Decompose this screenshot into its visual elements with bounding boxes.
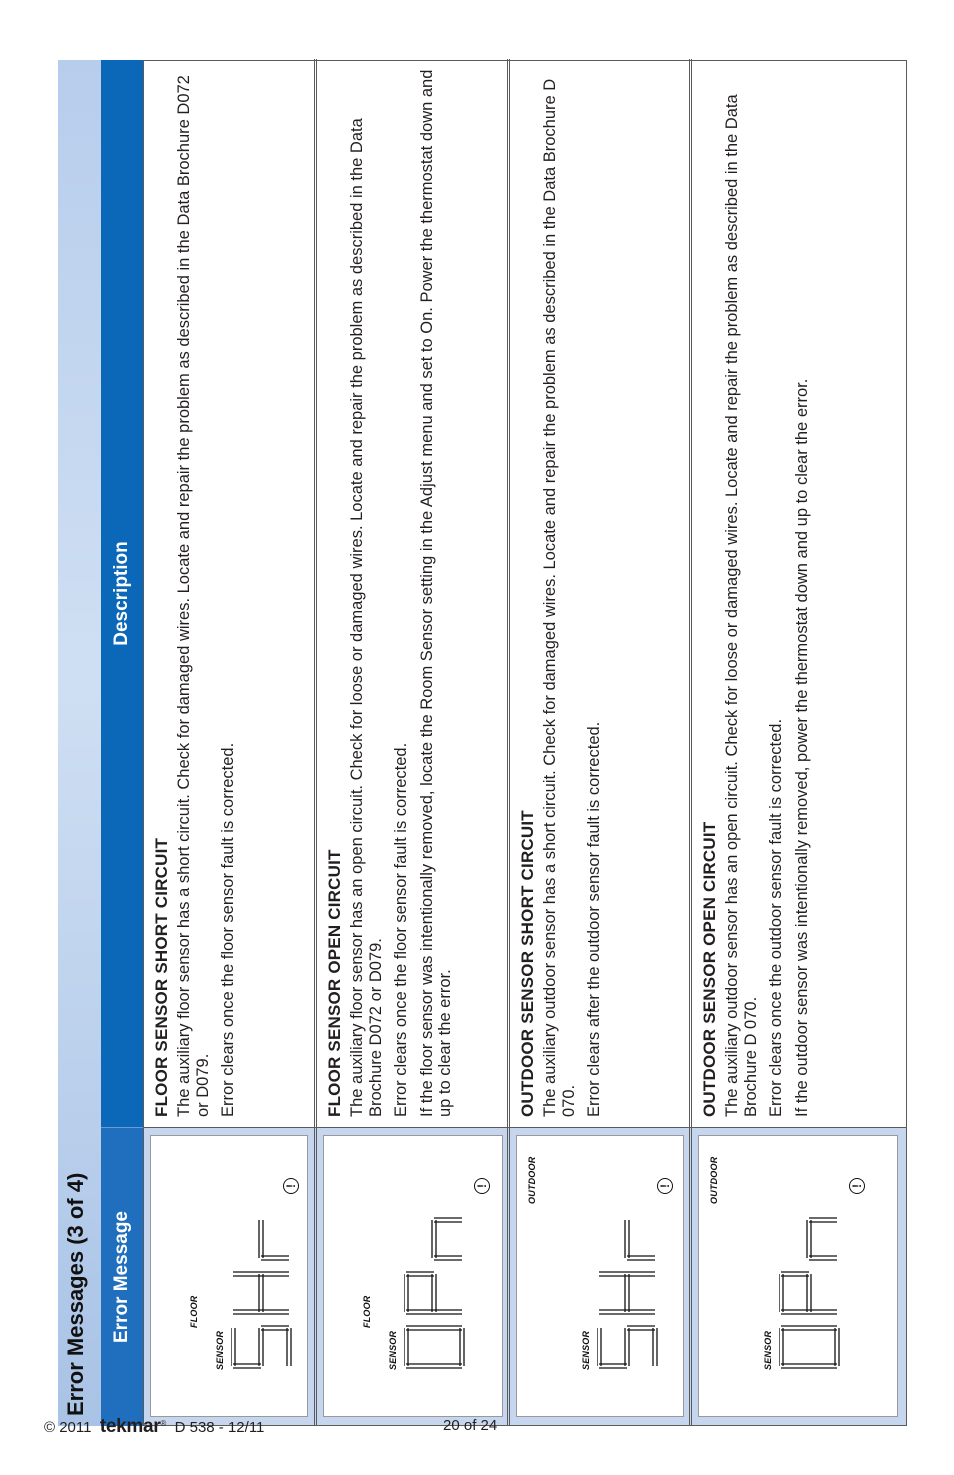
- page-title: Error Messages (3 of 4): [63, 1172, 88, 1416]
- rotated-page: [58, 60, 907, 1426]
- description-paragraph: Error clears once the floor sensor fault is corrected.: [392, 742, 410, 1117]
- error-message-cell: [144, 1127, 317, 1425]
- description-cell: [700, 67, 818, 1117]
- lcd-top-label: OUTDOOR: [709, 1156, 719, 1204]
- warning-icon: !: [849, 1178, 865, 1194]
- error-message-cell: [510, 1127, 692, 1425]
- description-cell: [518, 67, 611, 1117]
- error-heading: FLOOR SENSOR OPEN CIRCUIT: [325, 849, 344, 1117]
- page-number: 20 of 24: [443, 1417, 498, 1434]
- registered-mark: ®: [160, 1419, 167, 1428]
- lcd-segment-text-icon: [231, 1202, 295, 1372]
- error-table: [143, 60, 907, 1426]
- description-paragraph: The auxiliary outdoor sensor has an open circuit. Check for loose or damaged wires. Locate and repair the problem as described in the Data Brochure D 070.: [723, 94, 760, 1117]
- table-row: [144, 59, 317, 1425]
- table-row: [692, 59, 906, 1425]
- description-paragraph: If the outdoor sensor was intentionally removed, power the thermostat down and up to clear the error.: [792, 378, 811, 1117]
- error-heading: OUTDOOR SENSOR OPEN CIRCUIT: [700, 821, 719, 1117]
- title-bar: [58, 60, 102, 1426]
- description-paragraph: The auxiliary floor sensor has a short circuit. Check for damaged wires. Locate and repair the problem as described in the Data Brochure D072 or D079.: [175, 75, 212, 1117]
- lcd-display: [698, 1135, 898, 1417]
- description-paragraph: Error clears once the floor sensor fault is corrected.: [219, 742, 237, 1117]
- warning-icon: !: [657, 1178, 673, 1194]
- error-message-cell: [692, 1127, 906, 1425]
- description-paragraph: Error clears once the outdoor sensor fault is corrected.: [767, 718, 785, 1117]
- description-paragraph: The auxiliary outdoor sensor has a short circuit. Check for damaged wires. Locate and repair the problem as described in the Data Brochure D 070.: [541, 78, 578, 1117]
- brand-logo: tekmar: [99, 1416, 161, 1437]
- lcd-sensor-label: SENSOR: [581, 1330, 591, 1370]
- error-heading: OUTDOOR SENSOR SHORT CIRCUIT: [518, 810, 537, 1117]
- lcd-segment-text-icon: [404, 1202, 468, 1372]
- lcd-display: [323, 1135, 503, 1417]
- error-message-cell: [317, 1127, 510, 1425]
- lcd-display: [150, 1135, 308, 1417]
- warning-icon: !: [474, 1178, 490, 1194]
- table-row: [510, 59, 692, 1425]
- lcd-sensor-label: SENSOR: [215, 1330, 225, 1370]
- description-paragraph: The auxiliary floor sensor has an open circuit. Check for loose or damaged wires. Locate and repair the problem as described in the Data Brochure D072 or D079.: [348, 118, 385, 1117]
- table-row: [317, 59, 510, 1425]
- lcd-display: [516, 1135, 684, 1417]
- table-header: [101, 60, 143, 1426]
- footer-info: [44, 1416, 264, 1438]
- lcd-sensor-label: SENSOR: [388, 1330, 398, 1370]
- error-heading: FLOOR SENSOR SHORT CIRCUIT: [152, 837, 171, 1117]
- copyright: © 2011: [44, 1419, 92, 1436]
- document-code: D 538 - 12/11: [174, 1419, 265, 1436]
- header-description: Description: [101, 60, 143, 1128]
- lcd-segment-text-icon: [597, 1202, 661, 1372]
- description-cell: [152, 67, 245, 1117]
- description-paragraph: Error clears after the outdoor sensor fault is corrected.: [585, 721, 603, 1117]
- header-error-message: Error Message: [101, 1128, 143, 1426]
- lcd-segment-text-icon: [779, 1202, 843, 1372]
- lcd-sensor-label: SENSOR: [763, 1330, 773, 1370]
- warning-icon: !: [283, 1178, 299, 1194]
- description-paragraph: If the floor sensor was intentionally removed, locate the Room Sensor setting in the Adjust menu and set to On. Power the thermostat down and up to clear the error.: [417, 69, 454, 1117]
- lcd-top-label: FLOOR: [362, 1295, 372, 1328]
- lcd-top-label: FLOOR: [189, 1295, 199, 1328]
- description-cell: [325, 67, 462, 1117]
- lcd-top-label: OUTDOOR: [527, 1156, 537, 1204]
